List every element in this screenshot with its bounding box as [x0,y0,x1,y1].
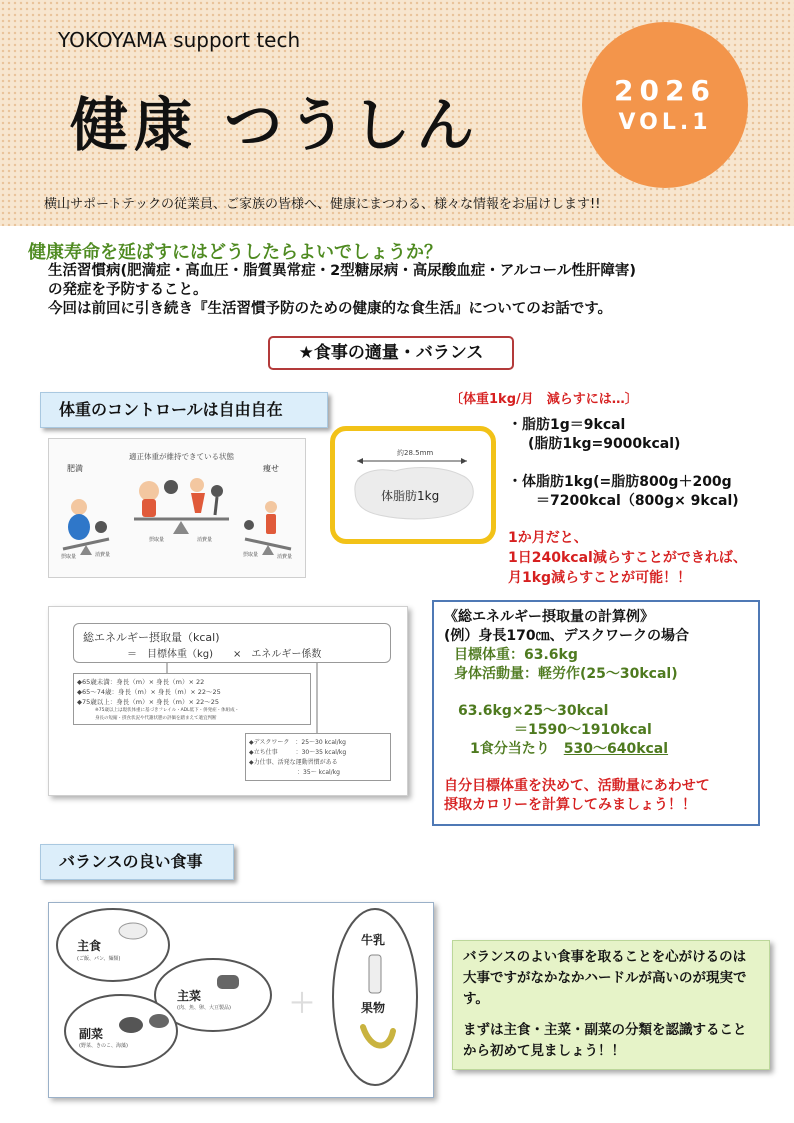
bodyfat-kcal-line: ＝7200kcal（800g× 9kcal) [536,493,739,509]
staple-sub: (ご飯、パン、麺類) [77,956,121,962]
seesaw-figures-icon [49,439,305,577]
age-row: ◆75歳以上：身長（m）× 身長（m）× 22～25 [77,698,220,706]
expenditure-label: 消費量 [277,554,293,560]
tip-line: バランスのよい食事を取ることを心がけるのは大事ですがなかなかハードルが高いのが現実です。 [463,949,747,1007]
illustration-caption: 適正体重が維持できている状態 [129,452,234,461]
intake-label: 摂取量 [61,554,77,560]
activity-row: ：35～ kcal/kg [249,769,340,776]
fat-photo-label: 体脂肪1kg [381,489,440,503]
obese-label: 肥満 [67,464,83,473]
calc-advice: 自分目標体重を決めて、活動量にあわせて [444,778,710,794]
bodyfat-line: ・体脂肪1kg(=脂肪800g＋200g [508,474,732,490]
main-dish-label: 主菜 [177,989,202,1003]
per-meal-label: 1食分当たり [470,741,550,757]
intro-question: 健康寿命を延ばすにはどうしたらよいでしょうか？ [28,242,442,263]
intro-text [48,262,778,319]
company-name: YOKOYAMA support tech [58,28,301,52]
calc-step2: ＝1590～1910kcal [514,722,652,738]
activity-row: ◆立ち仕事 ：30～35 kcal/kg [249,749,347,756]
age-note: 身長の短縮・摂食状況や代謝状態の評価を踏まえて適宜判断 [95,716,217,721]
body-fat-photo [330,426,496,544]
staple-label: 主食 [77,939,102,953]
balanced-meal-diagram [48,902,434,1098]
intro-line: の発症を予防すること。 [48,282,208,298]
weight-control-label: 体重のコントロールは自由自在 [40,392,328,428]
plus-icon: ＋ [289,989,316,1019]
formula-title: 総エネルギー摂取量（kcal) [83,631,220,644]
thin-label: 痩せ [263,464,279,473]
fat-dimension: 約28.5mm [397,449,434,457]
calc-activity: 身体活動量：軽労作(25～30kcal) [454,666,678,682]
intro-line: 生活習慣病(肥満症・高血圧・脂質異常症・2型糖尿病・高尿酸血症・アルコール性肝障害) [48,263,636,279]
side-dish-sub: (野菜、きのこ、海藻) [79,1043,128,1049]
weight-loss-heading: 〔体重1kg/月 減らすには…〕 [450,392,638,407]
balance-label: バランスの良い食事 [40,844,234,880]
calc-per-meal [444,740,748,759]
volume-year: 2026 [614,74,716,107]
activity-row: ◆デスクワーク ：25～30 kcal/kg [249,739,346,746]
balance-tip-box [452,940,770,1070]
age-row: ◆65歳未満：身長（m）× 身長（m）× 22 [77,678,205,686]
side-dish-label: 副菜 [79,1027,104,1041]
section-heading: ★食事の適量・バランス [268,336,514,370]
fat-kg-line: (脂肪1kg=9000kcal) [528,436,681,452]
expenditure-label: 消費量 [95,552,111,558]
fat-gram-line: ・脂肪1g＝9kcal [508,417,626,433]
intro-line: 今回は前回に引き続き『生活習慣予防のための健康的な食生活』についてのお話です。 [48,301,613,317]
activity-row: ◆力仕事、活発な運動習慣がある [249,759,338,766]
tip-line: まずは主食・主菜・副菜の分類を認識することから初めて見ましょう！！ [463,1022,747,1059]
calc-advice: 摂取カロリーを計算してみましょう！！ [444,797,696,813]
expenditure-label: 消費量 [197,537,213,543]
energy-formula-image [48,606,408,796]
volume-badge [582,22,748,188]
milk-label: 牛乳 [361,933,386,947]
age-note: ※75歳以上は現状体重に基づきフレイル・ADL低下・併発症・体組成・ [95,708,240,713]
intake-label: 摂取量 [149,537,165,543]
header-banner [0,0,794,226]
newsletter-title: 健康 つうしん [70,91,481,159]
calc-step1: 63.6kg×25～30kcal [458,703,609,719]
main-dish-sub: (肉、魚、卵、大豆製品) [177,1005,231,1011]
per-meal-value: 530～640kcal [563,741,669,757]
volume-number: VOL.1 [618,110,712,135]
intake-label: 摂取量 [243,552,259,558]
calc-example: (例）身長170㎝、デスクワークの場合 [444,628,690,644]
conclusion-line: 月1kg減らすことが可能！！ [508,570,692,586]
calculation-example-box [432,600,760,826]
tagline: 横山サポートテックの従業員、ご家族の皆様へ、健康にまつわる、様々な情報をお届けします!! [44,197,601,212]
formula-equation: ＝ 目標体重（kg) × エネルギー係数 [127,649,322,660]
conclusion-line: 1日240kcal減らすことができれば、 [508,550,747,566]
conclusion-line: 1か月だと、 [508,530,588,546]
weight-balance-illustration [48,438,306,578]
age-row: ◆65～74歳：身長（m）× 身長（m）× 22～25 [77,688,221,696]
fruit-label: 果物 [361,1001,386,1015]
calc-target: 目標体重：63.6kg [454,647,578,663]
calc-heading: 《総エネルギー摂取量の計算例》 [444,609,654,625]
